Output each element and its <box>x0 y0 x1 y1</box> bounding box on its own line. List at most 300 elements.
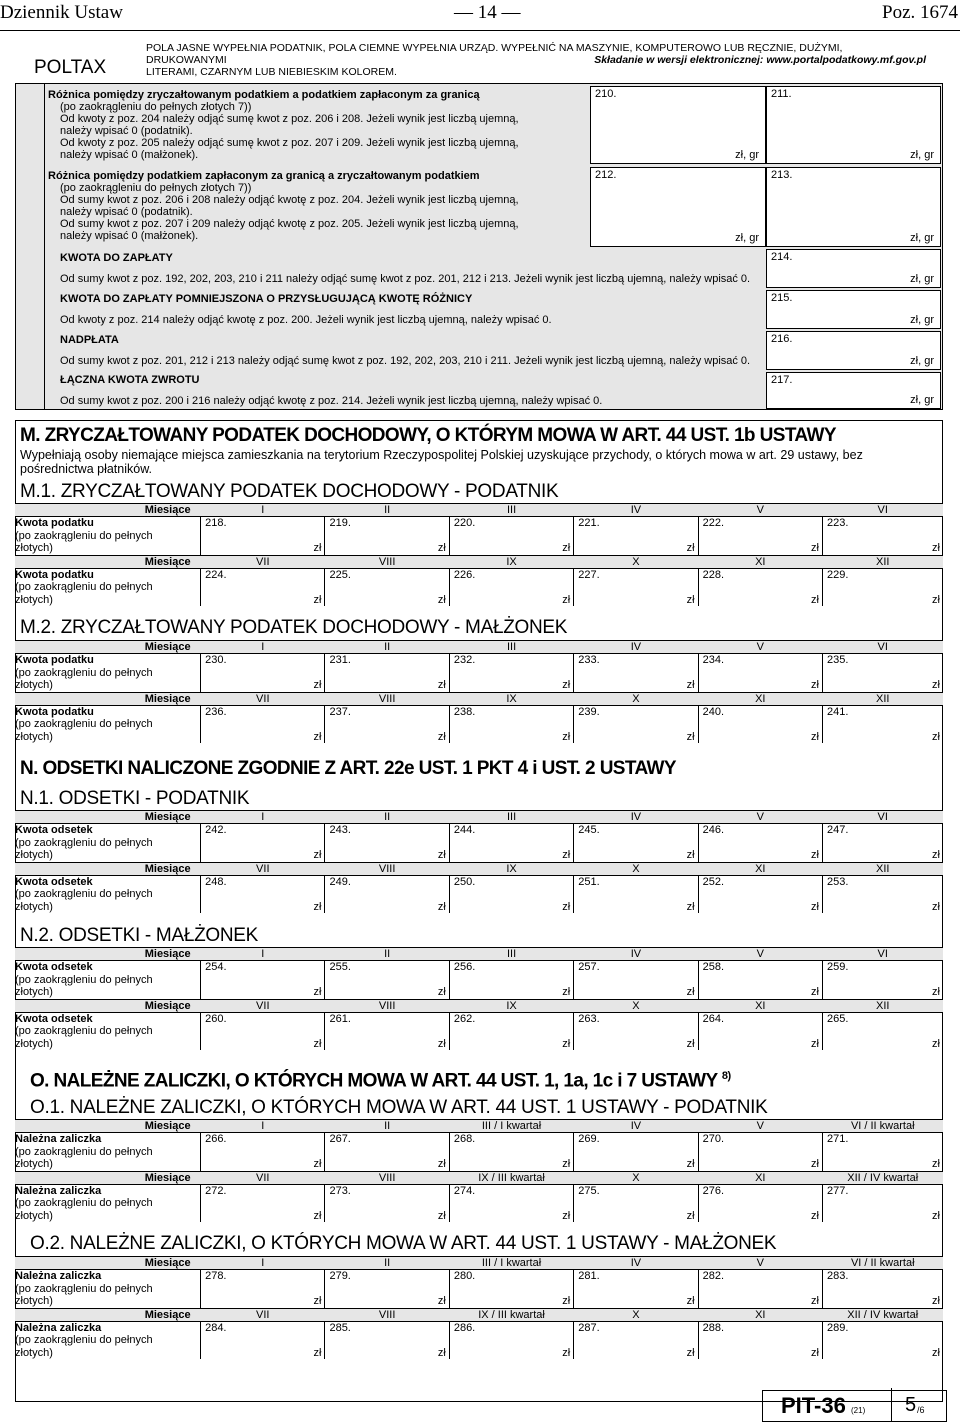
value-row <box>15 901 943 913</box>
months-header-row <box>15 1257 943 1270</box>
field-211[interactable] <box>766 86 941 164</box>
row-212-line: Od sumy kwot z poz. 206 i 208 należy odjąć kwotę z poz. 204. Jeżeli wynik jest liczbą ujemną, <box>60 194 519 206</box>
row-210-title: Różnica pomiędzy zryczałtowanym podatkiem a podatkiem zapłaconym za granicą <box>48 89 480 101</box>
amount-input[interactable] <box>449 1025 573 1037</box>
field-number[interactable]: 251. <box>574 876 698 889</box>
currency-unit: zł <box>201 1347 325 1359</box>
row-sublabel: złotych) <box>15 1158 53 1171</box>
month-header: IX <box>449 862 573 875</box>
currency-unit: zł <box>325 1295 449 1308</box>
field-number[interactable]: 257. <box>574 961 698 974</box>
row-216-desc: Od sumy kwot z poz. 201, 212 i 213 należy odjąć sumę kwot z poz. 192, 202, 203, 210 i 211. Jeżeli wynik jest liczbą ujemną, należy wpisać 0. <box>60 355 751 367</box>
field-number[interactable]: 229. <box>822 569 943 582</box>
currency-unit: zł <box>449 594 573 606</box>
amount-input[interactable] <box>325 667 449 679</box>
amount-input[interactable] <box>574 974 698 986</box>
month-header: VI <box>822 811 943 824</box>
field-212[interactable] <box>590 167 766 247</box>
value-row <box>15 718 943 730</box>
month-header: VI / II kwartał <box>822 1257 943 1270</box>
value-row <box>15 1013 943 1026</box>
month-header: X <box>574 999 698 1012</box>
field-number[interactable]: 282. <box>698 1270 822 1283</box>
month-header: IV <box>574 811 698 824</box>
amount-input[interactable] <box>574 837 698 849</box>
amount-input[interactable] <box>201 1146 325 1158</box>
currency-unit: zł <box>449 1038 573 1050</box>
field-number[interactable]: 236. <box>201 706 325 719</box>
field-number[interactable]: 284. <box>201 1322 325 1335</box>
month-header: III / I kwartał <box>449 1120 573 1133</box>
field-number[interactable]: 274. <box>449 1185 573 1198</box>
amount-input[interactable] <box>449 1197 573 1209</box>
row-sublabel: złotych) <box>15 1037 53 1050</box>
currency-unit: zł, gr <box>910 355 934 367</box>
amount-input[interactable] <box>698 718 822 730</box>
amount-input[interactable] <box>325 974 449 986</box>
amount-input[interactable] <box>325 581 449 593</box>
field-number[interactable]: 279. <box>325 1270 449 1283</box>
currency-unit: zł <box>698 594 822 606</box>
value-row <box>15 706 943 719</box>
month-header: II <box>325 1120 449 1133</box>
amount-input[interactable] <box>325 1283 449 1295</box>
amount-input[interactable] <box>822 1146 943 1158</box>
field-number[interactable]: 242. <box>201 824 325 837</box>
field-number: 211. <box>771 88 792 100</box>
field-number[interactable]: 246. <box>698 824 822 837</box>
amount-input[interactable] <box>449 718 573 730</box>
field-number[interactable]: 232. <box>449 654 573 667</box>
amount-input[interactable] <box>822 837 943 849</box>
row-label: Należna zaliczka <box>15 1133 102 1146</box>
amount-input[interactable] <box>201 837 325 849</box>
section-o2-title: O.2. NALEŻNE ZALICZKI, O KTÓRYCH MOWA W ART. 44 UST. 1 USTAWY - MAŁŻONEK <box>30 1233 777 1254</box>
amount-input[interactable] <box>449 837 573 849</box>
field-number[interactable]: 241. <box>822 706 943 719</box>
amount-input[interactable] <box>325 1197 449 1209</box>
currency-unit: zł <box>325 1347 449 1359</box>
month-header: V <box>698 1120 822 1133</box>
field-number[interactable]: 280. <box>449 1270 573 1283</box>
currency-unit: zł <box>822 986 943 999</box>
month-header: III <box>449 504 573 517</box>
row-sublabel: (po zaokrągleniu do pełnych <box>15 888 153 901</box>
months-header-row <box>15 948 943 961</box>
months-label: Miesiące <box>15 641 201 654</box>
amount-input[interactable] <box>574 888 698 900</box>
field-number[interactable]: 230. <box>201 654 325 667</box>
currency-unit: zł <box>325 901 449 913</box>
month-header: VI <box>822 948 943 961</box>
currency-unit: zł <box>822 594 943 606</box>
form-code: PIT-36 <box>781 1393 846 1418</box>
currency-unit: zł <box>698 542 822 555</box>
field-number[interactable]: 228. <box>698 569 822 582</box>
amount-input[interactable] <box>201 581 325 593</box>
field-number[interactable]: 239. <box>574 706 698 719</box>
field-number[interactable]: 260. <box>201 1013 325 1026</box>
field-number[interactable]: 240. <box>698 706 822 719</box>
field-number: 213. <box>771 169 793 181</box>
field-number[interactable]: 234. <box>698 654 822 667</box>
amount-input[interactable] <box>325 530 449 542</box>
form-version: (21) <box>851 1406 866 1415</box>
month-header: VIII <box>325 555 449 568</box>
currency-unit: zł <box>201 594 325 606</box>
field-number[interactable]: 272. <box>201 1185 325 1198</box>
currency-unit: zł <box>201 901 325 913</box>
month-header: VIII <box>325 692 449 705</box>
months-label: Miesiące <box>15 1308 201 1321</box>
currency-unit: zł, gr <box>910 394 934 406</box>
amount-input[interactable] <box>325 1334 449 1346</box>
field-number[interactable]: 278. <box>201 1270 325 1283</box>
amount-input[interactable] <box>325 1025 449 1037</box>
value-row <box>15 1038 943 1050</box>
currency-unit: zł <box>698 901 822 913</box>
currency-unit: zł <box>822 1038 943 1050</box>
month-header: IV <box>574 641 698 654</box>
row-label: Należna zaliczka <box>15 1185 102 1198</box>
field-217[interactable] <box>766 372 941 409</box>
field-number[interactable]: 226. <box>449 569 573 582</box>
row-sublabel: złotych) <box>15 900 53 913</box>
amount-input[interactable] <box>698 974 822 986</box>
field-number[interactable]: 269. <box>574 1133 698 1146</box>
amount-input[interactable] <box>698 1025 822 1037</box>
amount-input[interactable] <box>201 888 325 900</box>
months-label: Miesiące <box>15 1257 201 1270</box>
field-number[interactable]: 250. <box>449 876 573 889</box>
currency-unit: zł <box>698 731 822 743</box>
row-sublabel: złotych) <box>15 1209 53 1222</box>
section-m1-title: M.1. ZRYCZAŁTOWANY PODATEK DOCHODOWY - PODATNIK <box>20 481 559 502</box>
field-215[interactable] <box>766 290 941 329</box>
field-214[interactable] <box>766 249 941 288</box>
field-number[interactable]: 265. <box>822 1013 943 1026</box>
month-header: V <box>698 811 822 824</box>
value-row <box>15 888 943 900</box>
field-number[interactable]: 256. <box>449 961 573 974</box>
field-number[interactable]: 283. <box>822 1270 943 1283</box>
amount-input[interactable] <box>822 1025 943 1037</box>
form-instructions <box>146 42 926 78</box>
amount-input[interactable] <box>822 888 943 900</box>
field-216[interactable] <box>766 331 941 370</box>
value-row <box>15 876 943 889</box>
row-217-title: ŁĄCZNA KWOTA ZWROTU <box>60 374 200 386</box>
amount-input[interactable] <box>574 1146 698 1158</box>
months-label: Miesiące <box>15 862 201 875</box>
field-number[interactable]: 268. <box>449 1133 573 1146</box>
month-header: III <box>449 811 573 824</box>
field-number[interactable]: 218. <box>201 517 325 530</box>
amount-input[interactable] <box>449 974 573 986</box>
field-number[interactable]: 281. <box>574 1270 698 1283</box>
month-header: II <box>325 811 449 824</box>
row-sublabel: złotych) <box>15 849 53 862</box>
value-row <box>15 1334 943 1346</box>
field-number[interactable]: 261. <box>325 1013 449 1026</box>
month-header: X <box>574 862 698 875</box>
amount-input[interactable] <box>449 1334 573 1346</box>
amount-input[interactable] <box>201 530 325 542</box>
currency-unit: zł <box>201 849 325 862</box>
row-210-line: należy wpisać 0 (małżonek). <box>60 149 199 161</box>
currency-unit: zł <box>201 1158 325 1171</box>
row-sublabel: złotych) <box>15 593 53 606</box>
row-210-line: (po zaokrągleniu do pełnych złotych 7)) <box>60 101 252 113</box>
value-row <box>15 569 943 582</box>
month-header: V <box>698 948 822 961</box>
amount-input[interactable] <box>574 718 698 730</box>
value-row <box>15 1025 943 1037</box>
amount-input[interactable] <box>449 530 573 542</box>
row-sublabel: (po zaokrągleniu do pełnych <box>15 1025 153 1038</box>
amount-input[interactable] <box>822 581 943 593</box>
field-number[interactable]: 266. <box>201 1133 325 1146</box>
field-number[interactable]: 237. <box>325 706 449 719</box>
currency-unit: zł <box>201 542 325 555</box>
field-number[interactable]: 258. <box>698 961 822 974</box>
field-number[interactable]: 254. <box>201 961 325 974</box>
month-header: IV <box>574 948 698 961</box>
month-header: V <box>698 641 822 654</box>
currency-unit: zł <box>449 1347 573 1359</box>
month-header: XII <box>822 692 943 705</box>
currency-unit: zł <box>822 1158 943 1171</box>
field-number[interactable]: 286. <box>449 1322 573 1335</box>
amount-input[interactable] <box>574 581 698 593</box>
field-number[interactable]: 263. <box>574 1013 698 1026</box>
amount-input[interactable] <box>698 581 822 593</box>
field-number[interactable]: 245. <box>574 824 698 837</box>
field-number[interactable]: 267. <box>325 1133 449 1146</box>
currency-unit: zł, gr <box>735 232 759 244</box>
months-header-row <box>15 692 943 705</box>
months-label: Miesiące <box>15 948 201 961</box>
month-header: X <box>574 1171 698 1184</box>
month-header: I <box>201 948 325 961</box>
field-number[interactable]: 276. <box>698 1185 822 1198</box>
months-label: Miesiące <box>15 504 201 517</box>
field-number[interactable]: 289. <box>822 1322 943 1335</box>
field-number[interactable]: 220. <box>449 517 573 530</box>
value-row <box>15 530 943 542</box>
instruction-line-2: LITERAMI, CZARNYM LUB NIEBIESKIM KOLOREM. <box>146 66 397 78</box>
field-213[interactable] <box>766 167 941 247</box>
amount-input[interactable] <box>449 581 573 593</box>
monthly-grid <box>15 1256 943 1359</box>
month-header: VII <box>201 1171 325 1184</box>
currency-unit: zł <box>822 1210 943 1222</box>
currency-unit: zł <box>822 542 943 555</box>
amount-input[interactable] <box>449 888 573 900</box>
field-number: 216. <box>771 333 793 345</box>
field-number[interactable]: 255. <box>325 961 449 974</box>
amount-input[interactable] <box>201 1197 325 1209</box>
month-header: VI <box>822 641 943 654</box>
field-number[interactable]: 222. <box>698 517 822 530</box>
field-number[interactable]: 227. <box>574 569 698 582</box>
amount-input[interactable] <box>698 1334 822 1346</box>
amount-input[interactable] <box>574 530 698 542</box>
months-label: Miesiące <box>15 555 201 568</box>
field-number[interactable]: 270. <box>698 1133 822 1146</box>
field-number[interactable]: 243. <box>325 824 449 837</box>
amount-input[interactable] <box>822 1197 943 1209</box>
field-number[interactable]: 264. <box>698 1013 822 1026</box>
field-number[interactable]: 224. <box>201 569 325 582</box>
amount-input[interactable] <box>822 974 943 986</box>
currency-unit: zł <box>822 731 943 743</box>
currency-unit: zł <box>201 1038 325 1050</box>
row-label: Kwota odsetek <box>15 961 93 974</box>
amount-input[interactable] <box>201 718 325 730</box>
field-number[interactable]: 259. <box>822 961 943 974</box>
amount-input[interactable] <box>201 974 325 986</box>
row-sublabel: (po zaokrągleniu do pełnych <box>15 973 153 986</box>
amount-input[interactable] <box>698 530 822 542</box>
currency-unit: zł <box>698 1295 822 1308</box>
field-number[interactable]: 273. <box>325 1185 449 1198</box>
amount-input[interactable] <box>698 1146 822 1158</box>
field-number[interactable]: 285. <box>325 1322 449 1335</box>
row-label: Kwota odsetek <box>15 824 93 837</box>
amount-input[interactable] <box>201 1025 325 1037</box>
amount-input[interactable] <box>822 667 943 679</box>
field-number[interactable]: 262. <box>449 1013 573 1026</box>
amount-input[interactable] <box>698 1283 822 1295</box>
row-label: Należna zaliczka <box>15 1270 102 1283</box>
row-217-desc: Od sumy kwot z poz. 200 i 216 należy odjąć kwotę z poz. 214. Jeżeli wynik jest liczbą ujemną, należy wpisać 0. <box>60 395 603 407</box>
amount-input[interactable] <box>325 1146 449 1158</box>
currency-unit: zł <box>201 1210 325 1222</box>
amount-input[interactable] <box>574 1025 698 1037</box>
value-row <box>15 837 943 849</box>
amount-input[interactable] <box>822 530 943 542</box>
amount-input[interactable] <box>574 667 698 679</box>
amount-input[interactable] <box>698 667 822 679</box>
field-number: 212. <box>595 169 617 181</box>
months-label: Miesiące <box>15 811 201 824</box>
field-number[interactable]: 247. <box>822 824 943 837</box>
amount-input[interactable] <box>325 888 449 900</box>
row-label: Kwota podatku <box>15 569 94 582</box>
currency-unit: zł <box>325 1210 449 1222</box>
value-row <box>15 1197 943 1209</box>
value-row <box>15 667 943 679</box>
amount-input[interactable] <box>325 718 449 730</box>
month-header: XI <box>698 862 822 875</box>
field-number[interactable]: 221. <box>574 517 698 530</box>
field-number[interactable]: 225. <box>325 569 449 582</box>
month-header: IV <box>574 504 698 517</box>
row-212-line: Od sumy kwot z poz. 207 i 209 należy odjąć kwotę z poz. 205. Jeżeli wynik jest liczbą ujemną, <box>60 218 519 230</box>
month-header: VII <box>201 862 325 875</box>
row-212-line: należy wpisać 0 (małżonek). <box>60 230 199 242</box>
field-number[interactable]: 253. <box>822 876 943 889</box>
row-sublabel: (po zaokrągleniu do pełnych <box>15 666 153 679</box>
field-number[interactable]: 219. <box>325 517 449 530</box>
amount-input[interactable] <box>822 718 943 730</box>
field-number[interactable]: 223. <box>822 517 943 530</box>
row-sublabel: złotych) <box>15 1295 53 1308</box>
amount-input[interactable] <box>449 1283 573 1295</box>
amount-input[interactable] <box>449 1146 573 1158</box>
month-header: XII <box>822 862 943 875</box>
months-label: Miesiące <box>15 999 201 1012</box>
field-number[interactable]: 252. <box>698 876 822 889</box>
month-header: X <box>574 555 698 568</box>
months-header-row <box>15 641 943 654</box>
amount-input[interactable] <box>449 667 573 679</box>
currency-unit: zł <box>449 679 573 692</box>
currency-unit: zł <box>201 731 325 743</box>
field-number[interactable]: 231. <box>325 654 449 667</box>
amount-input[interactable] <box>574 1283 698 1295</box>
amount-input[interactable] <box>822 1334 943 1346</box>
row-sublabel: (po zaokrągleniu do pełnych <box>15 836 153 849</box>
currency-unit: zł <box>822 1295 943 1308</box>
currency-unit: zł <box>449 542 573 555</box>
field-number[interactable]: 238. <box>449 706 573 719</box>
currency-unit: zł <box>698 1158 822 1171</box>
position-number: Poz. 1674 <box>882 2 958 23</box>
currency-unit: zł <box>574 901 698 913</box>
field-number[interactable]: 248. <box>201 876 325 889</box>
field-number[interactable]: 277. <box>822 1185 943 1198</box>
field-number[interactable]: 235. <box>822 654 943 667</box>
amount-input[interactable] <box>698 888 822 900</box>
currency-unit: zł <box>574 986 698 999</box>
row-215-desc: Od kwoty z poz. 214 należy odjąć kwotę z poz. 200. Jeżeli wynik jest liczbą ujemną, należy wpisać 0. <box>60 314 552 326</box>
amount-input[interactable] <box>201 667 325 679</box>
field-number[interactable]: 249. <box>325 876 449 889</box>
amount-input[interactable] <box>698 1197 822 1209</box>
amount-input[interactable] <box>822 1283 943 1295</box>
months-label: Miesiące <box>15 692 201 705</box>
month-header: XII <box>822 555 943 568</box>
field-210[interactable] <box>590 86 766 164</box>
amount-input[interactable] <box>698 837 822 849</box>
currency-unit: zł, gr <box>910 273 934 285</box>
month-header: IX / III kwartał <box>449 1171 573 1184</box>
field-number[interactable]: 244. <box>449 824 573 837</box>
row-sublabel: (po zaokrągleniu do pełnych <box>15 529 153 542</box>
currency-unit: zł <box>822 849 943 862</box>
months-header-row <box>15 555 943 568</box>
amount-input[interactable] <box>574 1197 698 1209</box>
field-number[interactable]: 275. <box>574 1185 698 1198</box>
field-number[interactable]: 288. <box>698 1322 822 1335</box>
amount-input[interactable] <box>574 1334 698 1346</box>
field-number[interactable]: 287. <box>574 1322 698 1335</box>
value-row <box>15 594 943 606</box>
field-number[interactable]: 233. <box>574 654 698 667</box>
amount-input[interactable] <box>201 1334 325 1346</box>
currency-unit: zł <box>822 679 943 692</box>
amount-input[interactable] <box>325 837 449 849</box>
currency-unit: zł, gr <box>910 314 934 326</box>
field-number[interactable]: 271. <box>822 1133 943 1146</box>
currency-unit: zł <box>698 1038 822 1050</box>
amount-input[interactable] <box>201 1283 325 1295</box>
currency-unit: zł <box>449 1158 573 1171</box>
month-header: II <box>325 948 449 961</box>
month-header: I <box>201 504 325 517</box>
